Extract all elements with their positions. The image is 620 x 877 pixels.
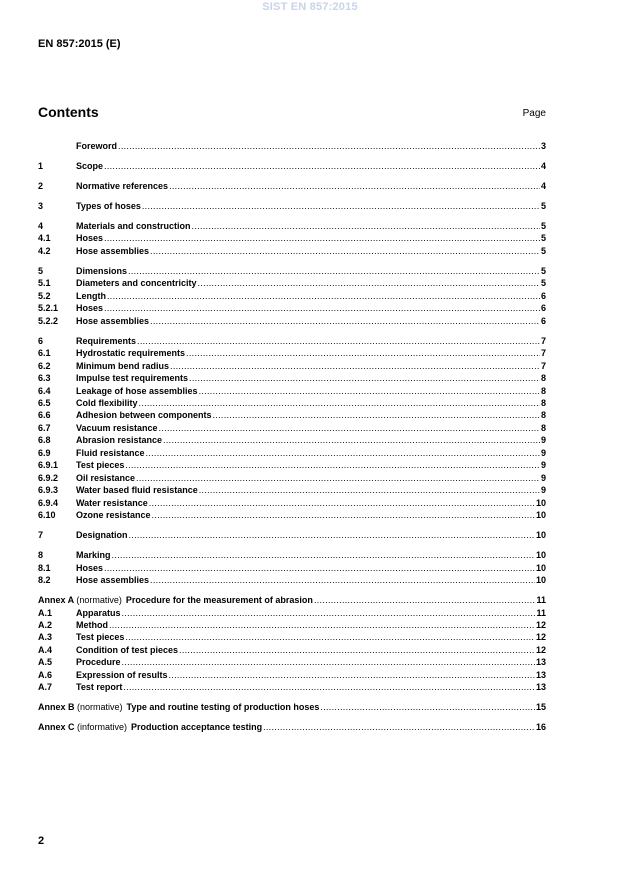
toc-entry[interactable]	[38, 232, 546, 244]
toc-entry[interactable]	[38, 385, 546, 397]
page-number: 2	[38, 835, 45, 847]
toc-entry[interactable]	[38, 422, 546, 434]
toc-entry-page: 7	[540, 335, 546, 346]
toc-entry-page: 9	[540, 435, 546, 446]
toc-entry-number: 6.10	[38, 510, 56, 521]
toc-entry-number: 6.2	[38, 360, 51, 371]
toc-entry[interactable]	[38, 562, 546, 574]
toc-entry-page: 6	[540, 315, 546, 326]
toc-entry-number: 6.4	[38, 385, 51, 396]
annex-kind: (normative)	[77, 702, 123, 713]
toc-group	[38, 701, 546, 713]
toc-entry[interactable]	[38, 277, 546, 289]
toc-entry-page: 7	[540, 360, 546, 371]
toc-entry[interactable]	[38, 574, 546, 586]
toc-entry-page: 10	[535, 550, 546, 561]
toc-entry-title: Adhesion between components	[76, 410, 212, 421]
table-of-contents	[38, 140, 546, 734]
toc-entry-number: 8	[38, 550, 44, 561]
dot-leader	[122, 607, 536, 619]
toc-entry-page: 12	[535, 632, 546, 643]
toc-entry-title: Fluid resistance	[76, 447, 145, 458]
dot-leader	[139, 397, 540, 409]
toc-entry-title: Diameters and concentricity	[76, 278, 197, 289]
dot-leader	[170, 360, 540, 372]
toc-entry-number: 6.3	[38, 373, 51, 384]
toc-entry-title: Designation	[76, 530, 128, 541]
toc-entry[interactable]	[38, 397, 546, 409]
toc-entry-page: 12	[535, 619, 546, 630]
toc-annex-label	[38, 721, 127, 733]
toc-entry-page: 5	[540, 233, 546, 244]
dot-leader	[150, 574, 535, 586]
toc-entry-title: Test pieces	[76, 632, 125, 643]
toc-entry[interactable]	[38, 447, 546, 459]
toc-entry[interactable]	[38, 180, 546, 192]
toc-entry-page: 5	[540, 278, 546, 289]
toc-entry-page: 8	[540, 422, 546, 433]
toc-entry-page: 5	[540, 265, 546, 276]
toc-entry-number: 4	[38, 220, 44, 231]
toc-entry-page: 9	[540, 447, 546, 458]
toc-group	[38, 549, 546, 586]
toc-entry-page: 5	[540, 220, 546, 231]
dot-leader	[128, 265, 540, 277]
dot-leader	[314, 594, 536, 606]
toc-entry-title: Vacuum resistance	[76, 422, 158, 433]
toc-entry-title: Hydrostatic requirements	[76, 348, 186, 359]
dot-leader	[104, 302, 540, 314]
dot-leader	[104, 232, 540, 244]
toc-entry-title: Ozone resistance	[76, 510, 151, 521]
toc-entry-title: Hose assemblies	[76, 245, 150, 256]
toc-entry-page: 10	[535, 510, 546, 521]
toc-entry-page: 15	[535, 702, 546, 713]
toc-entry-title: Procedure	[76, 657, 121, 668]
toc-entry-number: 5.2	[38, 290, 51, 301]
toc-entry-page: 13	[535, 669, 546, 680]
toc-entry-page: 8	[540, 373, 546, 384]
toc-entry-page: 13	[535, 657, 546, 668]
toc-entry-title: Leakage of hose assemblies	[76, 385, 198, 396]
toc-entry-number: 3	[38, 200, 44, 211]
annex-id: Annex A	[38, 595, 74, 606]
dot-leader	[107, 290, 540, 302]
toc-entry-number: 6.9.1	[38, 460, 59, 471]
dot-leader	[186, 347, 540, 359]
toc-entry-number: A.3	[38, 632, 53, 643]
toc-group	[38, 200, 546, 212]
toc-entry-number: 4.2	[38, 245, 51, 256]
toc-entry-title: Types of hoses	[76, 200, 141, 211]
toc-entry-title: Type and routine testing of production hoses	[126, 702, 320, 713]
document-id: EN 857:2015 (E)	[38, 38, 121, 50]
toc-entry[interactable]	[38, 669, 546, 681]
toc-entry[interactable]	[38, 245, 546, 257]
toc-entry[interactable]	[38, 372, 546, 384]
toc-entry[interactable]	[38, 220, 546, 232]
toc-group	[38, 335, 546, 522]
toc-entry[interactable]	[38, 315, 546, 327]
toc-entry-number: 6.9.2	[38, 472, 59, 483]
toc-entry[interactable]	[38, 335, 546, 347]
dot-leader	[198, 277, 540, 289]
dot-leader	[136, 472, 540, 484]
toc-group	[38, 529, 546, 541]
page-column-label: Page	[522, 108, 546, 119]
toc-entry[interactable]	[38, 594, 546, 606]
toc-entry[interactable]	[38, 701, 546, 713]
toc-entry[interactable]	[38, 509, 546, 521]
toc-group	[38, 220, 546, 257]
toc-group	[38, 594, 546, 694]
toc-entry-number: 5	[38, 265, 44, 276]
toc-entry[interactable]	[38, 497, 546, 509]
toc-entry-page: 8	[540, 397, 546, 408]
toc-entry[interactable]	[38, 290, 546, 302]
toc-entry-number: 7	[38, 530, 44, 541]
annex-id: Annex B	[38, 702, 75, 713]
toc-entry-number: 8.2	[38, 575, 51, 586]
toc-entry[interactable]	[38, 619, 546, 631]
toc-entry[interactable]	[38, 631, 546, 643]
toc-entry-page: 4	[540, 160, 546, 171]
toc-group	[38, 140, 546, 152]
dot-leader	[149, 497, 535, 509]
toc-entry-page: 10	[535, 530, 546, 541]
toc-entry-number: 6	[38, 335, 44, 346]
toc-entry-page: 11	[536, 595, 546, 606]
toc-entry-title: Cold flexibility	[76, 397, 138, 408]
toc-entry-title: Procedure for the measurement of abrasion	[125, 595, 313, 606]
toc-entry-page: 3	[540, 141, 546, 151]
dot-leader	[169, 180, 540, 192]
toc-entry-title: Requirements	[76, 335, 137, 346]
toc-entry-page: 13	[535, 682, 546, 693]
toc-entry-title: Condition of test pieces	[76, 644, 179, 655]
toc-entry-title: Scope	[76, 160, 104, 171]
toc-entry-title: Hose assemblies	[76, 315, 150, 326]
dot-leader	[112, 549, 535, 561]
toc-entry-title: Water resistance	[76, 497, 148, 508]
toc-entry-title: Expression of results	[76, 669, 168, 680]
watermark: SIST EN 857:2015	[262, 1, 358, 13]
toc-entry-number: 8.1	[38, 562, 51, 573]
dot-leader	[125, 459, 540, 471]
toc-entry-number: A.5	[38, 657, 53, 668]
toc-group	[38, 721, 546, 733]
dot-leader	[192, 220, 540, 232]
dot-leader	[163, 434, 540, 446]
toc-entry[interactable]	[38, 434, 546, 446]
toc-entry-title: Materials and construction	[76, 220, 191, 231]
toc-entry-title: Test report	[76, 682, 123, 693]
toc-entry[interactable]	[38, 140, 546, 152]
dot-leader	[159, 422, 540, 434]
toc-entry-number: 2	[38, 180, 44, 191]
dot-leader	[129, 529, 535, 541]
dot-leader	[146, 447, 540, 459]
toc-entry-page: 10	[535, 575, 546, 586]
toc-entry-number: 6.6	[38, 410, 51, 421]
dot-leader	[137, 335, 540, 347]
toc-entry[interactable]	[38, 484, 546, 496]
toc-group	[38, 265, 546, 327]
toc-entry-title: Oil resistance	[76, 472, 136, 483]
dot-leader	[189, 372, 540, 384]
dot-leader	[125, 631, 535, 643]
toc-entry-number: 5.2.2	[38, 315, 59, 326]
toc-group	[38, 180, 546, 192]
dot-leader	[150, 245, 540, 257]
dot-leader	[104, 562, 535, 574]
toc-entry[interactable]	[38, 360, 546, 372]
toc-entry[interactable]	[38, 472, 546, 484]
toc-entry-page: 8	[540, 385, 546, 396]
toc-entry-page: 9	[540, 485, 546, 496]
toc-entry-title: Dimensions	[76, 265, 128, 276]
toc-entry-page: 7	[540, 348, 546, 359]
toc-group	[38, 160, 546, 172]
toc-entry-number: A.4	[38, 644, 53, 655]
toc-entry-title: Impulse test requirements	[76, 373, 189, 384]
toc-annex-label	[38, 594, 122, 606]
toc-entry[interactable]	[38, 681, 546, 693]
toc-entry[interactable]	[38, 265, 546, 277]
toc-entry-page: 6	[540, 303, 546, 314]
toc-entry-number: 6.7	[38, 422, 51, 433]
toc-entry-number: A.2	[38, 619, 53, 630]
annex-id: Annex C	[38, 722, 75, 733]
toc-entry-title: Length	[76, 290, 106, 301]
toc-entry-page: 10	[535, 497, 546, 508]
toc-entry[interactable]	[38, 160, 546, 172]
toc-entry-number: 1	[38, 160, 44, 171]
dot-leader	[213, 409, 540, 421]
toc-entry-number: 5.2.1	[38, 303, 59, 314]
toc-entry-page: 10	[535, 562, 546, 573]
toc-entry-title: Method	[76, 619, 108, 630]
toc-entry-number: 6.9.4	[38, 497, 59, 508]
dot-leader	[263, 721, 535, 733]
toc-entry[interactable]	[38, 721, 546, 733]
toc-entry-page: 6	[540, 290, 546, 301]
dot-leader	[123, 681, 535, 693]
toc-entry[interactable]	[38, 529, 546, 541]
dot-leader	[109, 619, 535, 631]
toc-entry[interactable]	[38, 459, 546, 471]
toc-entry-number: 6.1	[38, 348, 51, 359]
toc-annex-label	[38, 701, 123, 713]
toc-entry[interactable]	[38, 302, 546, 314]
toc-entry-title: Abrasion resistance	[76, 435, 163, 446]
dot-leader	[320, 701, 535, 713]
toc-entry-number: 6.5	[38, 397, 51, 408]
toc-entry-page: 9	[540, 472, 546, 483]
toc-entry-page: 16	[535, 722, 546, 733]
toc-entry[interactable]	[38, 409, 546, 421]
dot-leader	[169, 669, 535, 681]
toc-entry-page: 8	[540, 410, 546, 421]
toc-entry[interactable]	[38, 549, 546, 561]
toc-entry-page: 5	[540, 245, 546, 256]
toc-entry-number: A.7	[38, 682, 53, 693]
toc-entry-page: 11	[536, 607, 546, 618]
toc-entry-title: Water based fluid resistance	[76, 485, 198, 496]
toc-entry-number: 6.9	[38, 447, 51, 458]
toc-entry-page: 12	[535, 644, 546, 655]
dot-leader	[142, 200, 540, 212]
toc-entry-page: 9	[540, 460, 546, 471]
toc-entry-title: Minimum bend radius	[76, 360, 170, 371]
annex-kind: (informative)	[77, 722, 128, 733]
toc-entry[interactable]	[38, 200, 546, 212]
dot-leader	[104, 160, 540, 172]
toc-entry-number: A.1	[38, 607, 53, 618]
toc-entry-title: Apparatus	[76, 607, 121, 618]
toc-entry-title: Foreword	[76, 141, 118, 151]
toc-entry-title: Hose assemblies	[76, 575, 150, 586]
toc-entry-number: 6.8	[38, 435, 51, 446]
toc-entry-title: Hoses	[76, 562, 104, 573]
dot-leader	[152, 509, 535, 521]
toc-entry-page: 5	[540, 200, 546, 211]
toc-entry-page: 4	[540, 180, 546, 191]
toc-entry-title: Hoses	[76, 233, 104, 244]
dot-leader	[199, 385, 540, 397]
toc-entry-title: Normative references	[76, 180, 169, 191]
toc-entry-number: 5.1	[38, 278, 51, 289]
dot-leader	[150, 315, 540, 327]
toc-entry-number: A.6	[38, 669, 53, 680]
annex-kind: (normative)	[76, 595, 122, 606]
dot-leader	[179, 644, 535, 656]
dot-leader	[118, 140, 540, 152]
toc-entry[interactable]	[38, 644, 546, 656]
toc-entry-title: Marking	[76, 550, 111, 561]
contents-heading: Contents	[38, 104, 99, 120]
toc-entry[interactable]	[38, 347, 546, 359]
toc-entry-number: 4.1	[38, 233, 51, 244]
toc-entry-title: Test pieces	[76, 460, 125, 471]
dot-leader	[199, 484, 540, 496]
toc-entry[interactable]	[38, 607, 546, 619]
toc-entry-title: Hoses	[76, 303, 104, 314]
toc-entry[interactable]	[38, 656, 546, 668]
dot-leader	[122, 656, 535, 668]
toc-entry-title: Production acceptance testing	[131, 722, 263, 733]
toc-entry-number: 6.9.3	[38, 485, 59, 496]
